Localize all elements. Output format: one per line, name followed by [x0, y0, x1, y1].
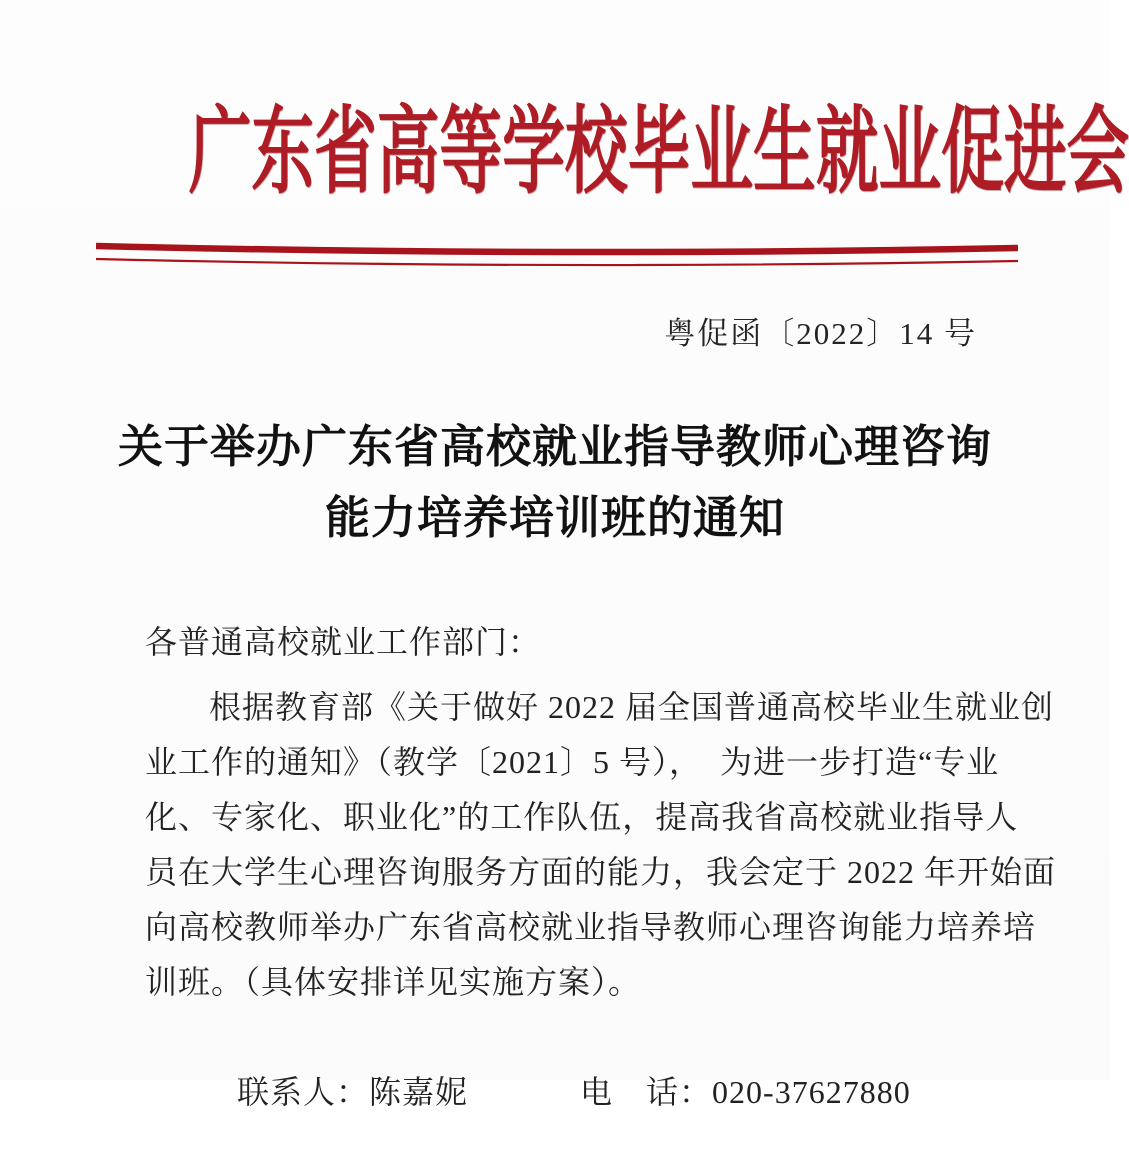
contact-person-name: 陈嘉妮: [369, 1074, 469, 1110]
body-line: 员在大学生心理咨询服务方面的能力，我会定于 2022 年开始面: [145, 854, 1057, 890]
contact-phone-label: 电 话：: [580, 1074, 713, 1110]
body-line: 根据教育部《关于做好 2022 届全国普通高校毕业生就业创: [209, 689, 1055, 725]
body-line: 训班。（具体安排详见实施方案）。: [145, 964, 642, 1000]
document-reference-number: 粤促函〔2022〕14 号: [664, 316, 977, 351]
notice-title-line-2: 能力培养培训班的通知: [324, 493, 785, 543]
contact-line: [145, 1010, 1017, 1175]
body-line: 向高校教师举办广东省高校就业指导教师心理咨询能力培养培: [145, 909, 1037, 945]
notice-body: [145, 614, 1057, 1175]
salutation: 各普通高校就业工作部门：: [145, 624, 542, 660]
body-line: 业工作的通知》（教学〔2021〕5 号）， 为进一步打造“专业: [145, 744, 1000, 780]
body-line: 化、专家化、职业化”的工作队伍，提高我省高校就业指导人: [145, 799, 1019, 835]
notice-title-line-1: 关于举办广东省高校就业指导教师心理咨询: [117, 422, 992, 472]
letterhead-org-title: 广东省高等学校毕业生就业促进会: [188, 99, 1129, 205]
contact-person-label: 联系人：: [237, 1074, 370, 1110]
letterhead-double-rule: [94, 240, 1020, 272]
contact-phone-number: 020-37627880: [712, 1074, 911, 1110]
notice-title: [0, 412, 1110, 554]
